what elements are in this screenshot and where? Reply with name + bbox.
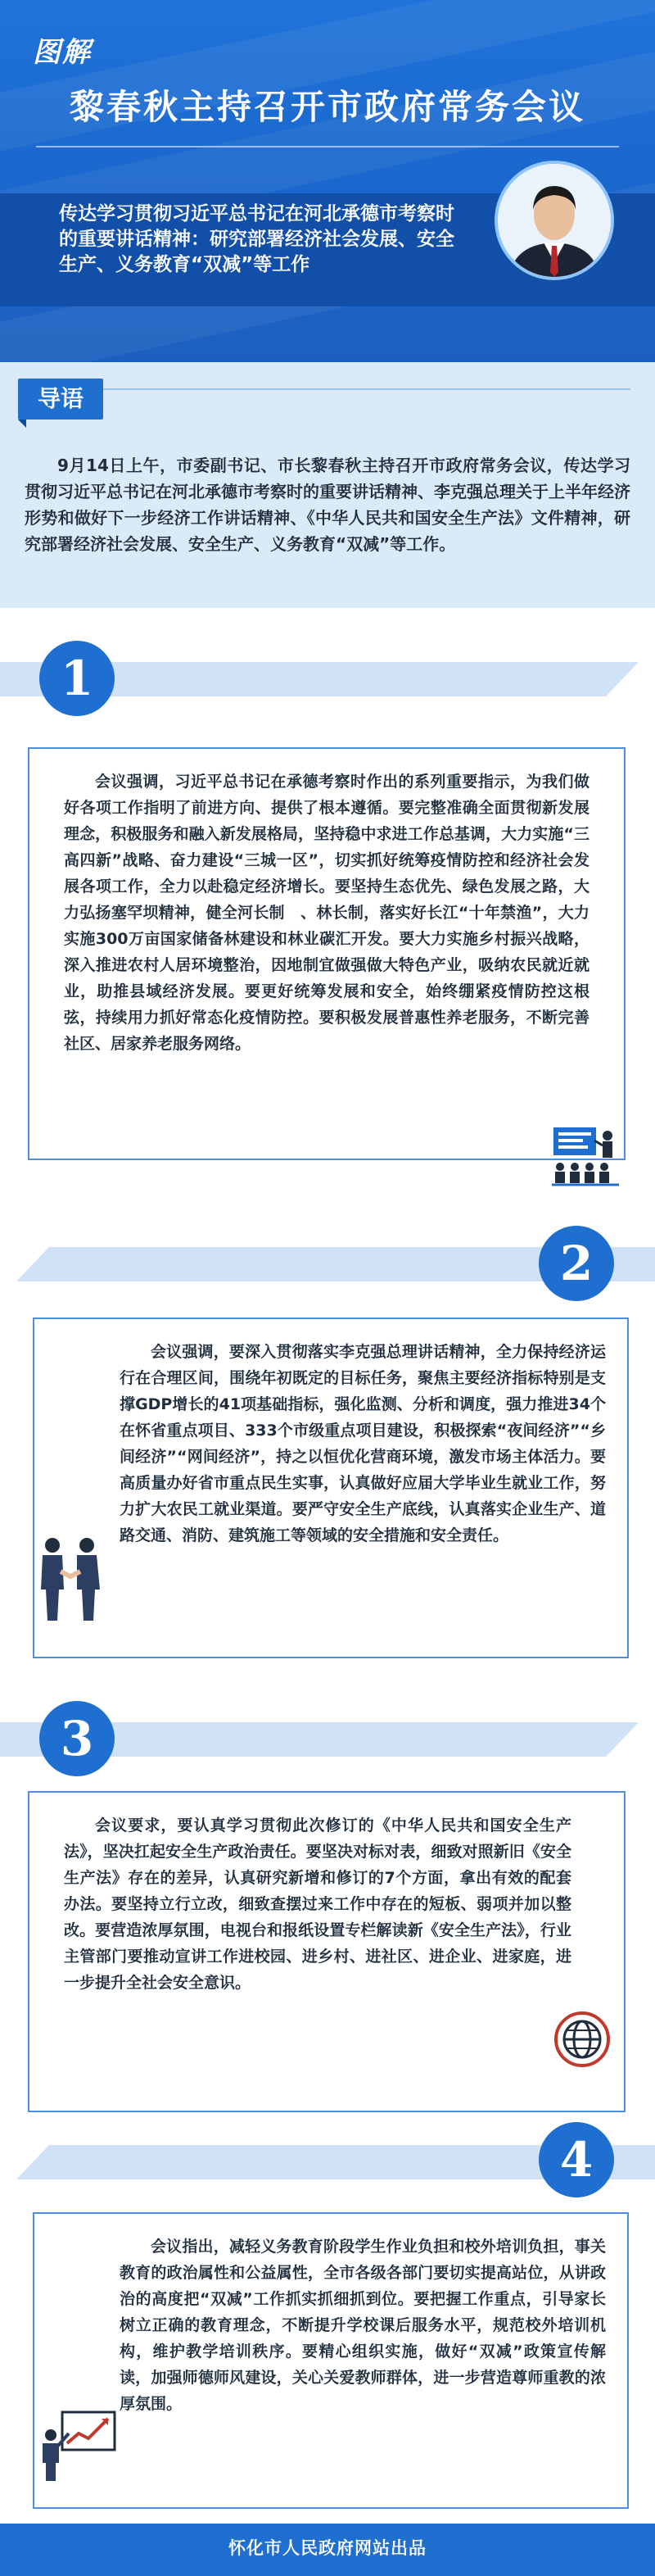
intro-divider <box>25 388 630 390</box>
footer-credit: 怀化市人民政府网站出品 <box>228 2538 427 2558</box>
intro-tag-fold <box>18 420 26 428</box>
handshake-icon <box>36 1535 105 1629</box>
portrait-photo <box>498 164 611 277</box>
intro-tag: 导语 <box>18 379 103 420</box>
section-3-text: 会议要求，要认真学习贯彻此次修订的《中华人民共和国安全生产法》，坚决扛起安全生产政治责任。要坚决对标对表，细致对照新旧《安全生产法》存在的差异，认真研究新增和修订的7个方面，拿出有效的配套办法。要坚持立行立改，细致查摆过来工作中存在的短板、弱项并加以整改。要营造浓厚氛围，电视台和报纸设置专栏解读新《安全生产法》，行业主管部门要推动宣讲工作进校园、进乡村、进社区、进企业、进家庭，进一步提升全社会安全意识。 <box>64 1816 571 1992</box>
section-4-text: 会议指出，减轻义务教育阶段学生作业负担和校外培训负担，事关教育的政治属性和公益属性，全市各级各部门要切实提高站位，从讲政治的高度把“双减”工作抓实抓细抓到位。要把握工作重点，引导家长树立正确的教育理念，不断提升学校课后服务水平，规范校外培训机构，维护教学培训秩序。要精心组织实施，做好“双减”政策宣传解读，加强师德师风建设，关心关爱教师群体，进一步营造尊师重教的浓厚氛围。 <box>120 2238 606 2413</box>
avatar <box>495 161 614 280</box>
presentation-audience-icon <box>550 1126 621 1191</box>
title-divider <box>36 146 619 147</box>
tujie-logo: 图解 <box>33 36 92 69</box>
intro-text: 9月14日上午，市委副书记、市长黎春秋主持召开市政府常务会议，传达学习贯彻习近平总书记在河北承德市考察时的重要讲话精神、李克强总理关于上半年经济形势和做好下一步经济工作讲话精神、《中华人民共和国安全生产法》文件精神，研究部署经济社会发展、安全生产、义务教育“双减”等工作。 <box>25 456 630 554</box>
section-4-number: 4 <box>539 2122 614 2197</box>
section-1-text: 会议强调，习近平总书记在承德考察时作出的系列重要指示，为我们做好各项工作指明了前进方向、提供了根本遵循。要完整准确全面贯彻新发展理念，积极服务和融入新发展格局，坚持稳中求进工作总基调，大力实施“三高四新”战略、奋力建设“三城一区”，切实抓好统筹疫情防控和经济社会发展各项工作，全力以赴稳定经济增长。要坚持生态优先、绿色发展之路，大力弘扬塞罕坝精神，健全河长制 、林长制，落实好长江“十年禁渔”，大力实施300万亩国家储备林建设和林业碳汇开发。要大力实施乡村振兴战略，深入推进农村人居环境整治，因地制宜做强做大特色产业，吸纳农民就近就业，助推县域经济发展。要更好统筹发展和安全，始终绷紧疫情防控这根弦，持续用力抓好常态化疫情防控。要积极发展普惠性养老服务，不断完善社区、居家养老服务网络。 <box>64 773 590 1053</box>
section-2-number: 2 <box>539 1226 614 1301</box>
section-3-number: 3 <box>39 1701 115 1776</box>
section-1-number: 1 <box>39 641 115 716</box>
section-2-text: 会议强调，要深入贯彻落实李克强总理讲话精神，全力保持经济运行在合理区间，围绕年初既定的目标任务，聚焦主要经济指标特别是支撑GDP增长的41项基础指标，强化监测、分析和调度，强力推进34个在怀省重点项目、333个市级重点项目建设，积极探索“夜间经济”“乡间经济”“网间经济”，持之以恒优化营商环境，激发市场主体活力。要高质量办好省市重点民生实事，认真做好应届大学毕业生就业工作，努力扩大农民工就业渠道。要严守安全生产底线，认真落实企业生产、道路交通、消防、建筑施工等领域的安全措施和安全责任。 <box>120 1343 606 1544</box>
chart-presenter-icon <box>39 2409 118 2486</box>
page-title: 黎春秋主持召开市政府常务会议 <box>69 87 585 127</box>
globe-icon <box>553 2011 611 2071</box>
page-subtitle: 传达学习贯彻习近平总书记在河北承德市考察时的重要讲话精神：研究部署经济社会发展、安全生产、义务教育“双减”等工作 <box>59 203 454 275</box>
